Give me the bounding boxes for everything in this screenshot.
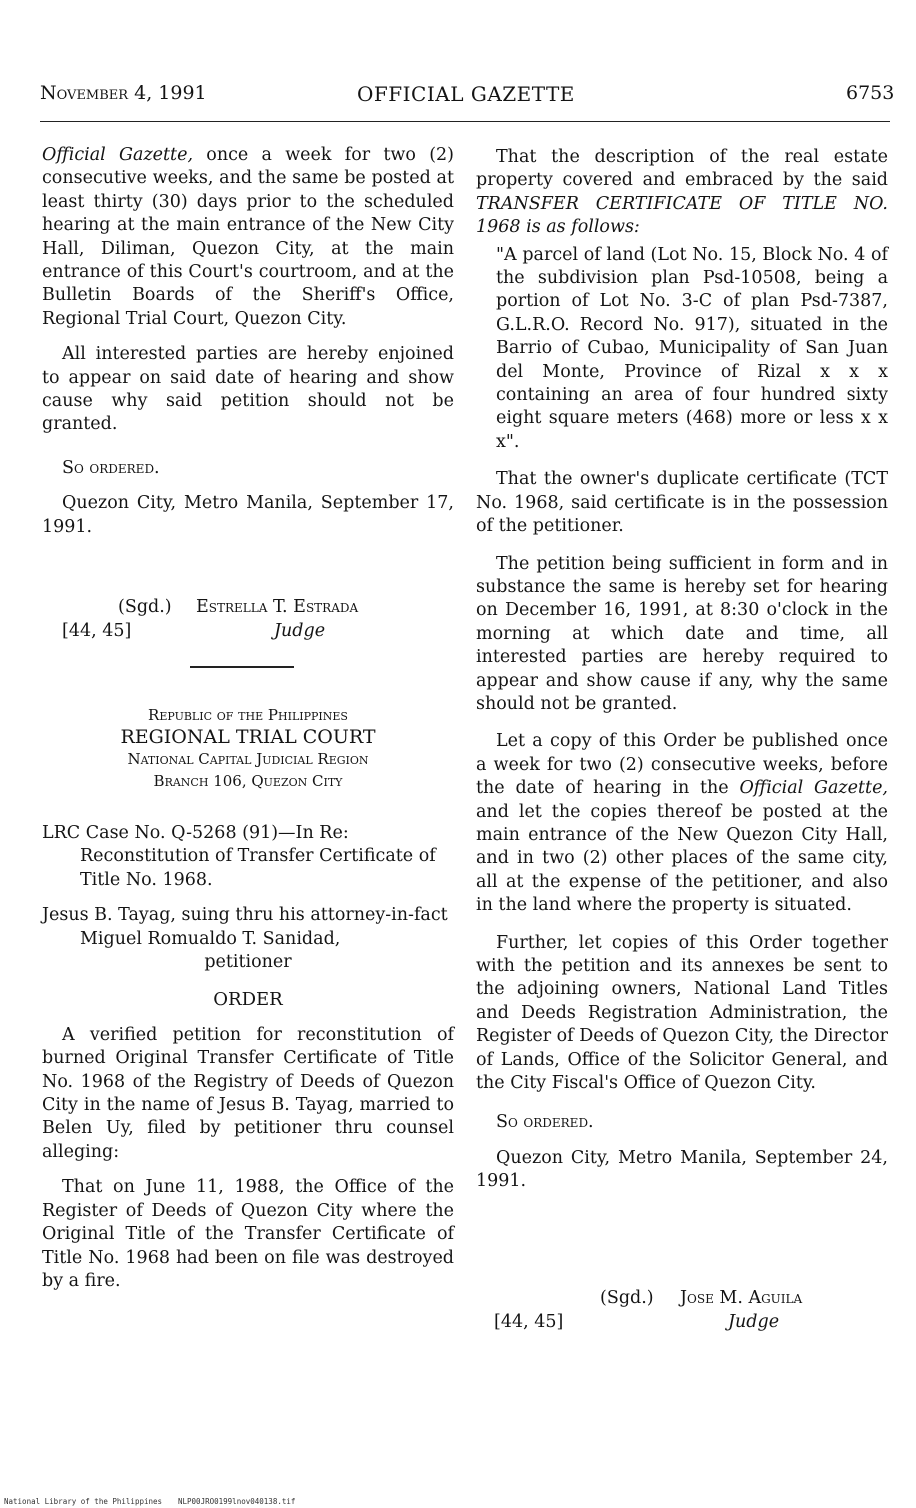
order-title: ORDER [213, 989, 283, 1011]
place-date-left: Quezon City, Metro Manila, September 17, 1991. [42, 493, 454, 537]
header-rule [40, 121, 890, 122]
section-divider [190, 666, 294, 668]
footer-file: NLP00JRO0199lnov040138.tif [178, 1497, 296, 1506]
issue-right: [44, 45] [494, 1312, 564, 1332]
land-description-quote: "A parcel of land (Lot No. 15, Block No. 4 of the subdivision plan Psd-10508, being a portion of Lot No. 3-C of plan Psd-7387, G.L.R.O. Record No. 917), situated in the Barrio of Cubao, Municipality of San Juan del Monte, Province of Rizal x x x containing an area of four hundred sixty eight square meters (468) more or less x x x". [496, 244, 888, 452]
further-paragraph: Further, let copies of this Order together with the petition and its annexes be sent to the adjoining owners, National Land Titles and Deeds Registration Administration, the Register of Deeds of Quezon City, the Director of Lands, Office of the Solicitor General, and the City Fiscal's Office of Quezon City. [476, 932, 888, 1094]
header-title: OFFICIAL GAZETTE [357, 82, 575, 106]
left-order-block [42, 822, 454, 1293]
judge-title-right: Judge [728, 1312, 780, 1332]
court-heading-region: National Capital Judicial Region [127, 750, 369, 768]
gazette-italic: Official Gazette, [42, 145, 194, 165]
description-intro-italic: TRANSFER CERTIFICATE OF TITLE NO. 1968 is as follows: [476, 193, 888, 238]
publication-text-b: and let the copies thereof be posted at the main entrance of the New Quezon City Hall, and in two (2) other places of the same city, all at the expense of the petitioner, and also in the land where the property is situated. [476, 801, 888, 916]
sgd-right: (Sgd.) [600, 1288, 654, 1308]
enjoined-paragraph: All interested parties are hereby enjoined to appear on said date of hearing and show cause why said petition should not be granted. [42, 344, 454, 435]
owners-duplicate-paragraph: That the owner's duplicate certificate (TCT No. 1968, said certificate is in the possession of the petitioner. [476, 469, 888, 537]
continuation-paragraph [42, 144, 454, 331]
hearing-paragraph: The petition being sufficient in form and in substance the same is hereby set for hearing on December 16, 1991, at 8:30 o'clock in the morning at which date and time, all interested parties are hereby required to appear and show cause if any, why the same should not be granted. [476, 553, 888, 714]
so-ordered-right: So ordered. [496, 1112, 594, 1133]
publication-text-a: Let a copy of this Order be published once a week for two (2) consecutive weeks, before the date of hearing in the [476, 731, 888, 799]
judge-name-right: Jose M. Aguila [680, 1288, 803, 1308]
case-parties: Jesus B. Tayag, suing thru his attorney-in-fact Miguel Romualdo T. Sanidad, [42, 905, 448, 949]
petitioner-label: petitioner [204, 952, 292, 973]
case-caption: LRC Case No. Q-5268 (91)—In Re: Reconstitution of Transfer Certificate of Title No. 1968. [42, 823, 436, 890]
footer-library: National Library of the Philippines [4, 1497, 163, 1506]
court-heading-branch: Branch 106, Quezon City [153, 772, 343, 790]
right-column [476, 146, 888, 1194]
continuation-text: once a week for two (2) consecutive weeks, and the same be posted at least thirty (30) days prior to the scheduled hearing at the main entrance of the New City Hall, Diliman, Quezon City, at the main entrance of this Court's courtroom, and at the Bulletin Boards of the Sheriff's Office, Regional Trial Court, Quezon City. [42, 145, 454, 329]
description-intro-plain: That the description of the real estate property covered and embraced by the said [476, 147, 888, 191]
issue-left: [44, 45] [62, 621, 132, 641]
court-heading [42, 704, 454, 792]
court-heading-republic: Republic of the Philippines [148, 706, 348, 724]
place-date-right: Quezon City, Metro Manila, September 24, 1991. [476, 1147, 888, 1192]
publication-gazette-italic: Official Gazette, [739, 778, 888, 799]
court-heading-court: REGIONAL TRIAL COURT [120, 726, 376, 748]
header-date: November 4, 1991 [40, 82, 207, 104]
sgd-left: (Sgd.) [118, 597, 172, 617]
so-ordered-left: So ordered. [62, 457, 160, 478]
description-intro [476, 146, 888, 240]
judge-title-left: Judge [274, 621, 326, 641]
header-page-number: 6753 [846, 82, 895, 104]
order-paragraph-1: A verified petition for reconstitution of burned Original Transfer Certificate of Title No. 1968 of the Registry of Deeds of Quezon City in the name of Jesus B. Tayag, married to Belen Uy, filed by petitioner thru counsel alleging: [42, 1024, 454, 1162]
left-column [42, 144, 454, 539]
order-paragraph-2: That on June 11, 1988, the Office of the Register of Deeds of Quezon City where the Original Title of the Transfer Certificate of Title No. 1968 had been on file was destroyed by a fire. [42, 1177, 454, 1291]
judge-name-left: Estrella T. Estrada [196, 597, 359, 617]
publication-paragraph [476, 730, 888, 917]
